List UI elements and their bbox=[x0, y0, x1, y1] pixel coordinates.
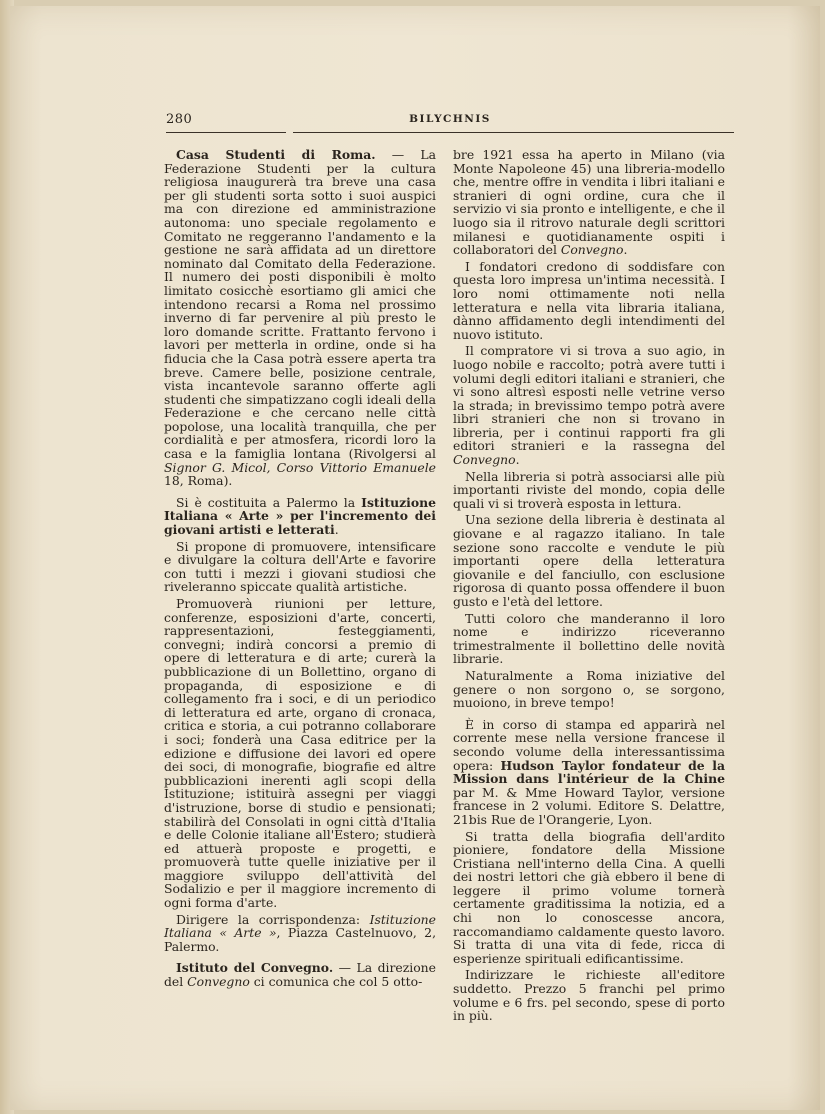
paragraph-istituto-convegno: Istituto del Convegno. — La direzione del Convegno ci comunica che col 5 otto- bbox=[164, 960, 436, 990]
paragraph: Tutti coloro che manderanno il loro nome e indirizzo riceveranno trimestralmente il bollettino delle novità librarie. bbox=[453, 610, 725, 667]
paragraph: Si tratta della biografia dell'ardito pioniere, fondatore della Missione Cristiana nell'interno della Cina. A quelli dei nostri lettori che già ebbero il bene di leggere il primo volume tornerà certamente graditissima la notizia, ed a chi non lo conoscesse ancora, raccomandiamo caldamente questo lavoro. Si tratta di una vita di fede, ricca di esperienze spirituali edificantissime. bbox=[453, 828, 725, 966]
book-title: Hudson Taylor fondateur de la Mission dans l'intérieur de la Chine bbox=[453, 757, 725, 787]
paragraph-hudson-taylor: È in corso di stampa ed apparirà nel corrente mese nella versione francese il secondo volume della interessantissima opera: Hudson Taylor fondateur de la Mission dans l'intérieur de la Chine par M. & Mme Howard Taylor, versione francese in 2 volumi. Editore S. Delattre, 21bis Rue de l'Orangerie, Lyon. bbox=[453, 716, 725, 827]
section-title: Istituzione Italiana « Arte » per l'incremento dei giovani artisti e letterati bbox=[164, 494, 436, 538]
paragraph: Il compratore vi si trova a suo agio, in luogo nobile e raccolto; potrà avere tutti i volumi degli editori italiani e stranieri, che vi sono altresì esposti nelle vetrine verso la strada; in brevissimo tempo potrà avere libri stranieri che non si trovano in libreria, per i continui rapporti fra gli editori stranieri e la rassegna del Convegno. bbox=[453, 343, 725, 468]
paragraph: I fondatori credono di soddisfare con questa loro impresa un'intima necessità. I loro nomi ottimamente noti nella letteratura e nella vita libraria italiana, dànno affidamento degli intendimenti del nuovo istituto. bbox=[453, 258, 725, 342]
section-title: Istituto del Convegno. bbox=[176, 960, 334, 976]
right-column bbox=[453, 148, 725, 1026]
paragraph-continued: bre 1921 essa ha aperto in Milano (via Monte Napoleone 45) una libreria-modello che, mentre offre in vendita i libri italiani e stranieri di ogni ordine, cura che il servizio vi sia pronto e intelligente, e che il luogo sia il ritrovo naturale degli scrittori milanesi e quotidianamente ospiti i collaboratori del Convegno. bbox=[453, 147, 725, 258]
left-column bbox=[164, 148, 436, 992]
paragraph: Nella libreria si potrà associarsi alle più importanti riviste del mondo, copia delle quali vi si troverà esposta in lettura. bbox=[453, 468, 725, 511]
running-title: BILYCHNIS bbox=[409, 113, 491, 125]
section-title: Casa Studenti di Roma. bbox=[176, 147, 376, 162]
paragraph: Una sezione della libreria è destinata al giovane e al ragazzo italiano. In tale sezione sono raccolte e vendute le più importanti opere della letteratura giovanile e del fanciullo, con esclusione rigorosa di quanto possa offendere il buon gusto e l'età del lettore. bbox=[453, 512, 725, 609]
paragraph-address: Dirigere la corrispondenza: Istituzione Italiana « Arte », Piazza Castelnuovo, 2, Palermo. bbox=[164, 911, 437, 954]
header-rule-right bbox=[293, 132, 734, 133]
paragraph-casa-studenti: Casa Studenti di Roma. — La Federazione Studenti per la cultura religiosa inaugurerà tra breve una casa per gli studenti sorta sotto i suoi auspici ma con direzione ed amministrazione autonoma: uno speciale regolamento e Comitato ne reggeranno l'andamento e la gestione ne sarà affidata ad un direttore nominato dal Comitato della Federazione. Il numero dei posti disponibili è molto limitato cosicchè esortiamo gli amici che intendono recarsi a Roma nel prossimo inverno di far pervenire al più presto le loro domande scritte. Frattanto fervono i lavori per metterla in ordine, onde si ha fiducia che la Casa potrà essere aperta tra breve. Camere belle, posizione centrale, vista incantevole saranno offerte agli studenti che simpatizzano cogli ideali della Federazione e che cercano nelle città popolose, una località tranquilla, che per cordialità e per atmosfera, ricordi loro la casa e la famiglia lontana (Rivolgersi al Signor G. Micol, Corso Vittorio Emanuele 18, Roma). bbox=[164, 147, 436, 489]
paragraph: Naturalmente a Roma iniziative del genere o non sorgono o, se sorgono, muoiono, in breve tempo! bbox=[453, 667, 725, 711]
header-rule-left bbox=[166, 132, 286, 133]
paragraph: Indirizzare le richieste all'editore suddetto. Prezzo 5 franchi pel primo volume e 6 frs. pel secondo, spese di porto in più. bbox=[453, 967, 725, 1024]
paragraph: Promuoverà riunioni per letture, conferenze, esposizioni d'arte, concerti, rappresentazioni, festeggiamenti, convegni; indirà concorsi a premio di opere di letteratura e di arte; curerà la pubblicazione di un Bollettino, organo di propaganda, di esposizione e di collegamento fra i soci, e di un periodico di letteratura ed arte, organo di cronaca, critica e storia, a cui potranno collaborare i soci; fonderà una Casa editrice per la edizione e diffusione dei lavori ed opere dei soci, di monografie, biografie ed altre pubblicazioni inerenti agli scopi della Istituzione; istituirà assegni per viaggi d'istruzione, borse di studio e pensionati; stabilirà del Consolati in ogni città d'Italia e delle Colonie italiane all'Estero; studierà ed attuerà proposte e progetti, e promuoverà tutte quelle iniziative per il maggiore sviluppo dell'attività del Sodalizio e per il maggiore incremento di ogni forma d'arte. bbox=[164, 596, 436, 911]
page-number: 280 bbox=[166, 112, 193, 127]
page-header bbox=[166, 112, 734, 134]
paragraph-istituzione-arte: Si è costituita a Palermo la Istituzione Italiana « Arte » per l'incremento dei giovani artisti e letterati. bbox=[164, 494, 436, 538]
paragraph: Si propone di promuovere, intensificare e divulgare la coltura dell'Arte e favorire con tutti i mezzi i giovani studiosi che riveleranno spiccate qualità artistiche. bbox=[164, 538, 436, 595]
